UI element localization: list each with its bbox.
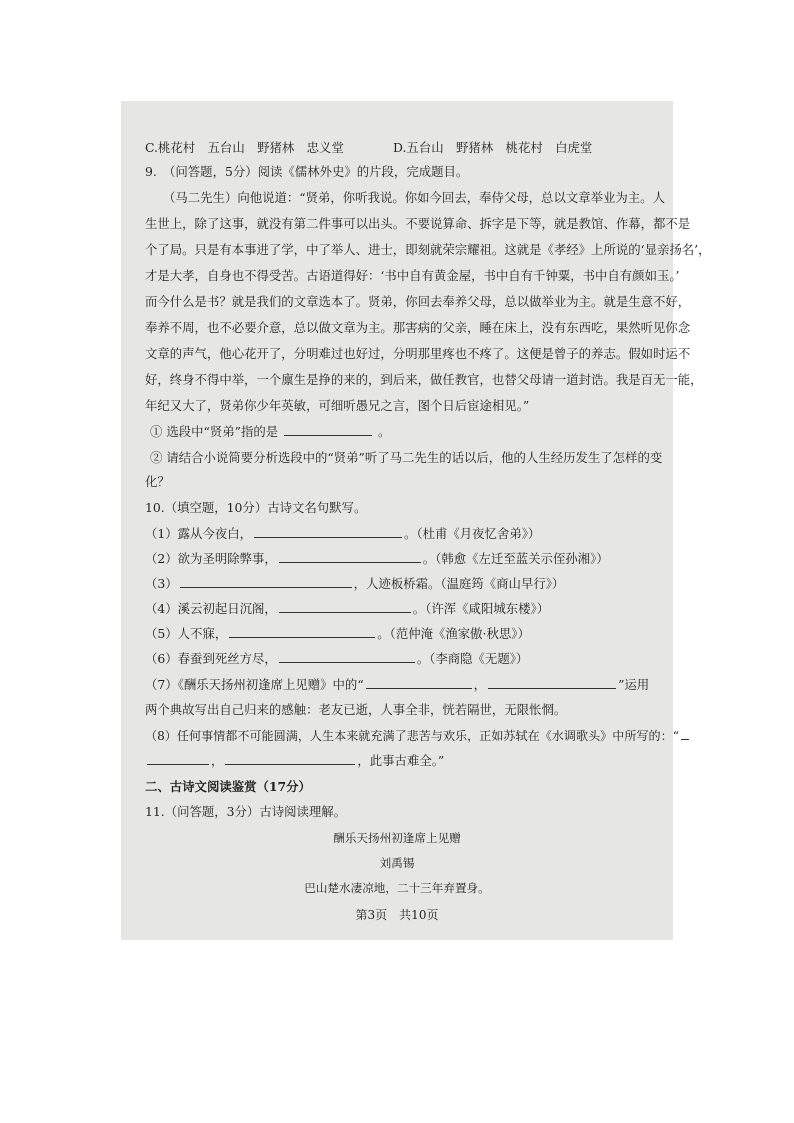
q10-item-3	[145, 576, 564, 592]
item-7-prompt: （7）《酬乐天扬州初逢席上见赠》中的“	[145, 677, 364, 692]
item-3-source: ，人迹板桥霜。（温庭筠《商山早行》）	[353, 576, 565, 591]
q10-item-2	[145, 551, 609, 567]
q9-header: 9. （问答题，5分）阅读《儒林外史》的片段，完成题目。	[145, 164, 469, 179]
sub1-answer-blank[interactable]	[284, 424, 372, 436]
q10-item-5	[145, 626, 530, 642]
q9-sub2-line2: 化？	[145, 474, 170, 489]
item-5-blank[interactable]	[229, 626, 375, 638]
item-2-prompt: （2）欲为圣明除弊事，	[145, 551, 277, 566]
passage-line-7: 文章的声气，他心花开了，分明难过也好过，分明那里疼也不疼了。这便是曾子的养志。假如时运不	[145, 346, 691, 361]
item-1-source: 。（杜甫《月夜忆舍弟》）	[404, 526, 541, 541]
q10-item-1	[145, 526, 540, 542]
q10-item-7	[145, 677, 649, 693]
page-footer: 第3页 共10页	[355, 908, 439, 922]
item-7-blank-2[interactable]	[488, 677, 616, 689]
item-7-blank-1[interactable]	[366, 677, 472, 689]
q10-item-6	[145, 651, 528, 667]
item-4-blank[interactable]	[279, 601, 411, 613]
q8-option-d-row	[393, 140, 592, 156]
item-8-sep: ，	[211, 753, 224, 768]
option-d[interactable]: D.五台山 野猪林 桃花村 白虎堂	[393, 140, 593, 155]
passage-line-4: 才是大孝，自身也不得受苦。古语道得好：‘书中自有黄金屋，书中自有千钟粟，书中自有颜如玉。’	[145, 268, 680, 283]
q11-header: 11.（问答题，3分）古诗阅读理解。	[145, 804, 347, 819]
q9-sub2-line1: ② 请结合小说简要分析选段中的“贤弟”听了马二先生的话以后，他的人生经历发生了怎样的变	[150, 450, 663, 465]
option-c[interactable]: C.桃花村 五台山 野猪林 忠义堂	[145, 140, 344, 155]
poem-line-1: 巴山楚水凄凉地，二十三年弃置身。	[304, 881, 490, 895]
item-8-blank-1-start[interactable]	[681, 728, 689, 740]
item-3-blank[interactable]	[180, 576, 352, 588]
item-6-blank[interactable]	[279, 651, 415, 663]
passage-line-9: 年纪又大了，贤弟你少年英敏，可细听愚兄之言，图个日后宦途相见。”	[145, 398, 530, 413]
q10-item-8-line2	[145, 753, 444, 769]
passage-line-3: 个了局。只是有本事进了学，中了举人、进士，即刻就荣宗耀祖。这就是《孝经》上所说的‘显亲扬名’，	[145, 242, 711, 257]
q10-item-7-line2: 两个典故写出自己归来的感触：老友已逝，人事全非，恍若隔世，无限怅惘。	[145, 702, 567, 717]
item-5-source: 。（范仲淹《渔家傲·秋思》）	[377, 626, 530, 641]
section-2-title: 二、古诗文阅读鉴赏（17分）	[145, 779, 311, 794]
item-7-tail: ”运用	[618, 677, 650, 692]
item-2-source: 。（韩愈《左迁至蓝关示侄孙湘》）	[422, 551, 609, 566]
item-8-tail: ，此事古难全。”	[357, 753, 445, 768]
item-6-source: 。（李商隐《无题》）	[416, 651, 529, 666]
item-8-blank-1[interactable]	[147, 753, 209, 765]
item-4-source: 。（许浑《咸阳城东楼》）	[412, 601, 550, 616]
q10-header: 10.（填空题，10分）古诗文名句默写。	[145, 500, 367, 515]
passage-line-2: 生世上，除了这事，就没有第二件事可以出头。不要说算命、拆字是下等，就是教馆、作幕，都不是	[145, 216, 691, 231]
item-6-prompt: （6）春蚕到死丝方尽，	[145, 651, 277, 666]
q8-options	[145, 140, 344, 156]
item-8-prompt: （8）任何事情都不可能圆满，人生本来就充满了悲苦与欢乐，正如苏轼在《水调歌头》中所写的：“	[145, 729, 679, 743]
passage-line-1: （马二先生）向他说道：“贤弟，你听我说。你如今回去，奉侍父母，总以文章举业为主。人	[163, 190, 665, 205]
sub1-suffix: 。	[378, 424, 391, 439]
poem-title: 酬乐天扬州初逢席上见赠	[333, 831, 461, 845]
item-4-prompt: （4）溪云初起日沉阁，	[145, 601, 277, 616]
item-3-prompt: （3）	[145, 576, 178, 591]
item-5-prompt: （5）人不寐，	[145, 626, 228, 641]
passage-line-6: 奉养不周，也不必要介意，总以做文章为主。那害病的父亲，睡在床上，没有东西吃，果然听见你念	[145, 320, 691, 335]
q10-item-4	[145, 601, 549, 617]
passage-line-8: 好，终身不得中举，一个廪生是挣的来的，到后来，做任教官，也替父母请一道封诰。我是百无一能，	[145, 372, 703, 387]
item-7-sep: ，	[473, 677, 487, 692]
sub1-prompt: ① 选段中“贤弟”指的是	[150, 424, 279, 439]
passage-line-5: 而今什么是书？就是我们的文章选本了。贤弟，你回去奉养父母，总以做举业为主。就是生意不好，	[145, 294, 691, 309]
poem-author: 刘禹锡	[379, 856, 415, 870]
item-1-blank[interactable]	[254, 526, 402, 538]
q10-item-8-line1	[145, 728, 691, 744]
item-8-blank-2[interactable]	[225, 753, 355, 765]
item-1-prompt: （1）露从今夜白，	[145, 526, 253, 541]
item-2-blank[interactable]	[279, 551, 421, 563]
q9-sub1	[150, 424, 390, 440]
